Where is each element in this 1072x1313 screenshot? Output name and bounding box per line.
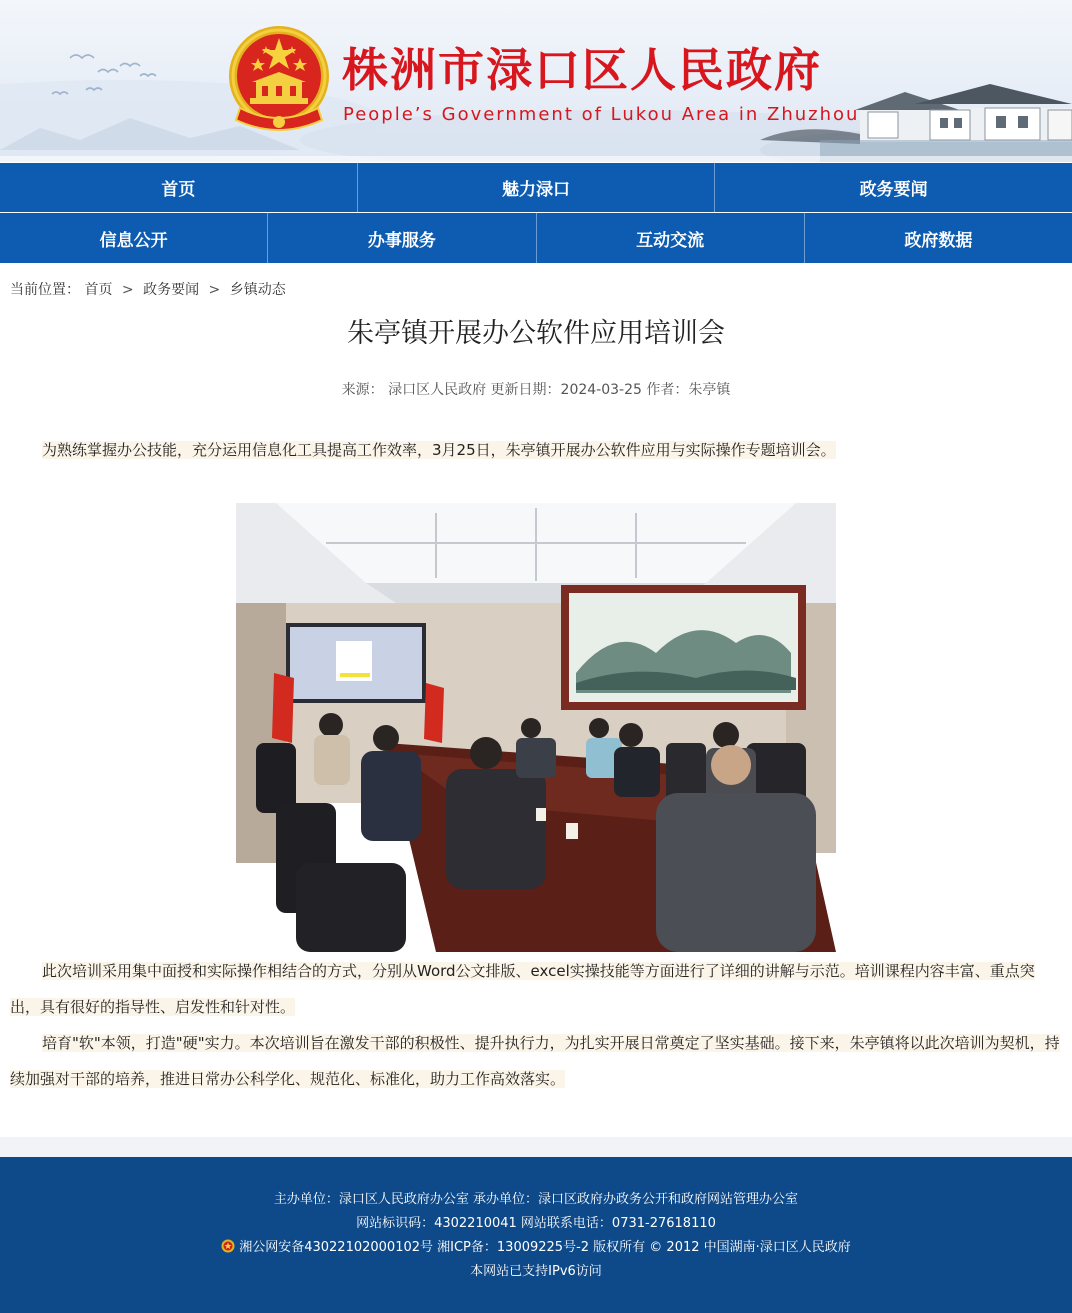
main-nav-row-1	[0, 163, 1072, 212]
breadcrumb-link-town-news[interactable]: 乡镇动态	[229, 282, 286, 298]
footer-record-text[interactable]: 湘公网安备43022102000102号 湘ICP备：13009225号-2 版权所有 © 2012 中国湖南·渌口区人民政府	[239, 1240, 851, 1255]
police-badge-icon	[221, 1239, 235, 1253]
nav-item-info-disclosure[interactable]: 信息公开	[0, 213, 268, 263]
breadcrumb-separator: >	[208, 282, 221, 298]
footer-spacer	[0, 1137, 1072, 1157]
main-nav-row-2	[0, 213, 1072, 263]
article-photo	[236, 503, 836, 952]
paragraph-text: 培育"软"本领，打造"硬"实力。本次培训旨在激发干部的积极性、提升执行力，为扎实开展日常奠定了坚实基础。接下来，朱亭镇将以此次培训为契机，持续加强对干部的培养，推进日常办公科学化、规范化、标准化，助力工作高效落实。	[10, 1034, 1060, 1088]
nav-item-interaction[interactable]: 互动交流	[537, 213, 805, 263]
footer-ipv6: 本网站已支持IPv6访问	[470, 1264, 602, 1279]
breadcrumb-prefix: 当前位置：	[10, 282, 80, 298]
paragraph-text: 此次培训采用集中面授和实际操作相结合的方式，分别从Word公文排版、excel实操技能等方面进行了详细的讲解与示范。培训课程内容丰富、重点突出，具有很好的指导性、启发性和针对性。	[10, 962, 1035, 1016]
footer-organizer: 主办单位：渌口区人民政府办公室 承办单位：渌口区政府办政务公开和政府网站管理办公室	[273, 1192, 799, 1207]
article-meta: 来源： 渌口区人民政府 更新日期：2024-03-25 作者：朱亭镇	[341, 382, 731, 398]
article-paragraph	[10, 953, 1062, 1025]
footer-site-id: 网站标识码：4302210041 网站联系电话：0731-27618110	[356, 1216, 716, 1231]
nav-item-government-news[interactable]: 政务要闻	[859, 180, 928, 200]
footer-record-line	[0, 1238, 1072, 1258]
site-subtitle: People’s Government of Lukou Area in Zhuzhou	[343, 104, 860, 125]
national-emblem-icon	[226, 24, 332, 136]
nav-item-charm-lukou[interactable]: 魅力渌口	[358, 163, 716, 212]
nav-item-services[interactable]: 办事服务	[268, 213, 536, 263]
meeting-room-photo-illustration	[236, 503, 836, 952]
site-title: 株洲市渌口区人民政府	[342, 43, 822, 97]
breadcrumb-link-news[interactable]: 政务要闻	[143, 282, 200, 298]
article-paragraph	[10, 1025, 1062, 1097]
breadcrumb	[10, 279, 286, 299]
article-paragraph	[10, 432, 1062, 468]
article-title: 朱亭镇开展办公软件应用培训会	[347, 318, 725, 349]
site-footer	[0, 1157, 1072, 1313]
paragraph-text: 为熟练掌握办公技能，充分运用信息化工具提高工作效率，3月25日，朱亭镇开展办公软件应用与实际操作专题培训会。	[42, 441, 836, 459]
header-banner	[0, 0, 1072, 162]
nav-item-gov-data[interactable]: 政府数据	[904, 230, 973, 251]
nav-item-home[interactable]: 首页	[0, 163, 358, 212]
breadcrumb-link-home[interactable]: 首页	[84, 282, 113, 298]
breadcrumb-separator: >	[121, 282, 134, 298]
